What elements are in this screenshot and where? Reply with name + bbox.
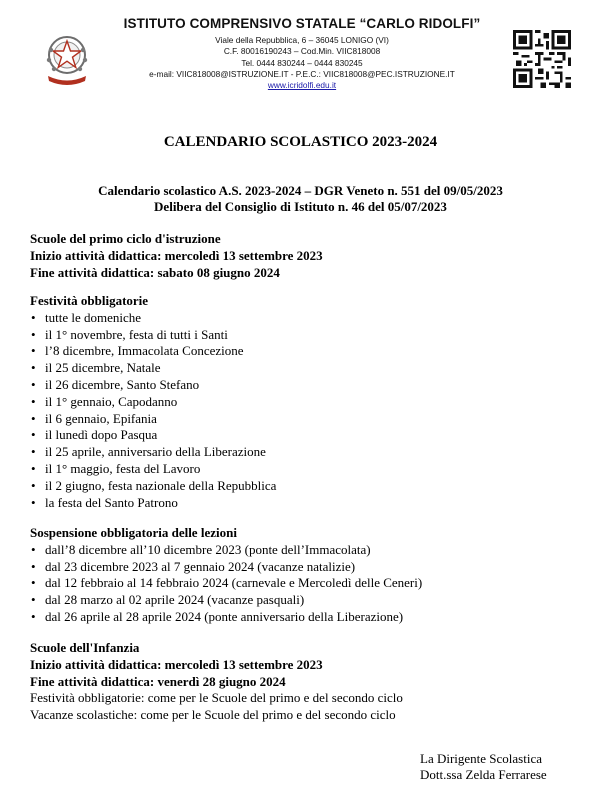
list-item: • dal 23 dicembre 2023 al 7 gennaio 2024 (vacanze natalizie): [30, 559, 422, 576]
sospensione-section: [30, 525, 422, 626]
document-title: CALENDARIO SCOLASTICO 2023-2024: [163, 134, 438, 150]
school-email: e-mail: VIIC818008@ISTRUZIONE.IT - P.E.C.: VIIC818008@PEC.ISTRUZIONE.IT: [149, 68, 455, 79]
infanzia-inizio: Inizio attività didattica: mercoledì 13 settembre 2023: [30, 656, 323, 672]
emblem-of-italy-icon: [38, 28, 96, 88]
school-website-link[interactable]: www.icridolfi.edu.it: [267, 80, 337, 91]
infanzia-section: [30, 640, 403, 724]
school-header: [122, 16, 482, 91]
document-subtitle: [0, 183, 601, 215]
list-item: • dal 28 marzo al 02 aprile 2024 (vacanze pasquali): [30, 592, 422, 609]
list-item: • il 26 dicembre, Santo Stefano: [30, 377, 276, 394]
sospensione-list: [30, 542, 422, 626]
list-item: • dal 26 aprile al 28 aprile 2024 (ponte anniversario della Liberazione): [30, 609, 422, 626]
infanzia-fine: Fine attività didattica: venerdì 28 giugno 2024: [30, 673, 286, 689]
list-item: • dall’8 dicembre all’10 dicembre 2023 (ponte dell’Immacolata): [30, 542, 422, 559]
list-item: • tutte le domeniche: [30, 310, 276, 327]
subtitle-line-1: Calendario scolastico A.S. 2023-2024 – DGR Veneto n. 551 del 09/05/2023: [98, 183, 503, 198]
signature-name: Dott.ssa Zelda Ferrarese: [420, 767, 547, 782]
infanzia-vacanze: Vacanze scolastiche: come per le Scuole del primo e del secondo ciclo: [30, 707, 396, 723]
primo-ciclo-inizio: Inizio attività didattica: mercoledì 13 settembre 2023: [30, 247, 323, 263]
festivita-list: [30, 310, 276, 512]
list-item: • l’8 dicembre, Immacolata Concezione: [30, 343, 276, 360]
primo-ciclo-heading: Scuole del primo ciclo d'istruzione: [30, 231, 221, 246]
signature-role: La Dirigente Scolastica: [420, 751, 543, 766]
qr-code-icon: [513, 30, 571, 88]
list-item: • il 6 gennaio, Epifania: [30, 411, 276, 428]
list-item: • la festa del Santo Patrono: [30, 495, 276, 512]
list-item: • il lunedì dopo Pasqua: [30, 427, 276, 444]
primo-ciclo-section: [30, 231, 323, 281]
list-item: • il 1° maggio, festa del Lavoro: [30, 461, 276, 478]
school-phone: Tel. 0444 830244 – 0444 830245: [241, 57, 363, 68]
signature-block: [420, 751, 547, 783]
school-address: Viale della Repubblica, 6 – 36045 LONIGO (VI): [215, 35, 389, 45]
list-item: • il 25 dicembre, Natale: [30, 360, 276, 377]
list-item: • il 1° gennaio, Capodanno: [30, 394, 276, 411]
list-item: • dal 12 febbraio al 14 febbraio 2024 (carnevale e Mercoledì delle Ceneri): [30, 575, 422, 592]
sospensione-heading: Sospensione obbligatoria delle lezioni: [30, 525, 237, 540]
festivita-heading: Festività obbligatorie: [30, 293, 149, 308]
festivita-section: [30, 293, 276, 511]
primo-ciclo-fine: Fine attività didattica: sabato 08 giugno 2024: [30, 264, 280, 280]
infanzia-festivita: Festività obbligatorie: come per le Scuole del primo e del secondo ciclo: [30, 690, 403, 706]
list-item: • il 1° novembre, festa di tutti i Santi: [30, 327, 276, 344]
subtitle-line-2: Delibera del Consiglio di Istituto n. 46 del 05/07/2023: [154, 199, 447, 214]
school-name: ISTITUTO COMPRENSIVO STATALE “CARLO RIDOLFI”: [123, 16, 481, 31]
school-codes: C.F. 80016190243 – Cod.Min. VIIC818008: [223, 46, 381, 57]
letterhead: [0, 0, 601, 110]
list-item: • il 25 aprile, anniversario della Liberazione: [30, 444, 276, 461]
infanzia-heading: Scuole dell'Infanzia: [30, 640, 140, 655]
list-item: • il 2 giugno, festa nazionale della Repubblica: [30, 478, 276, 495]
